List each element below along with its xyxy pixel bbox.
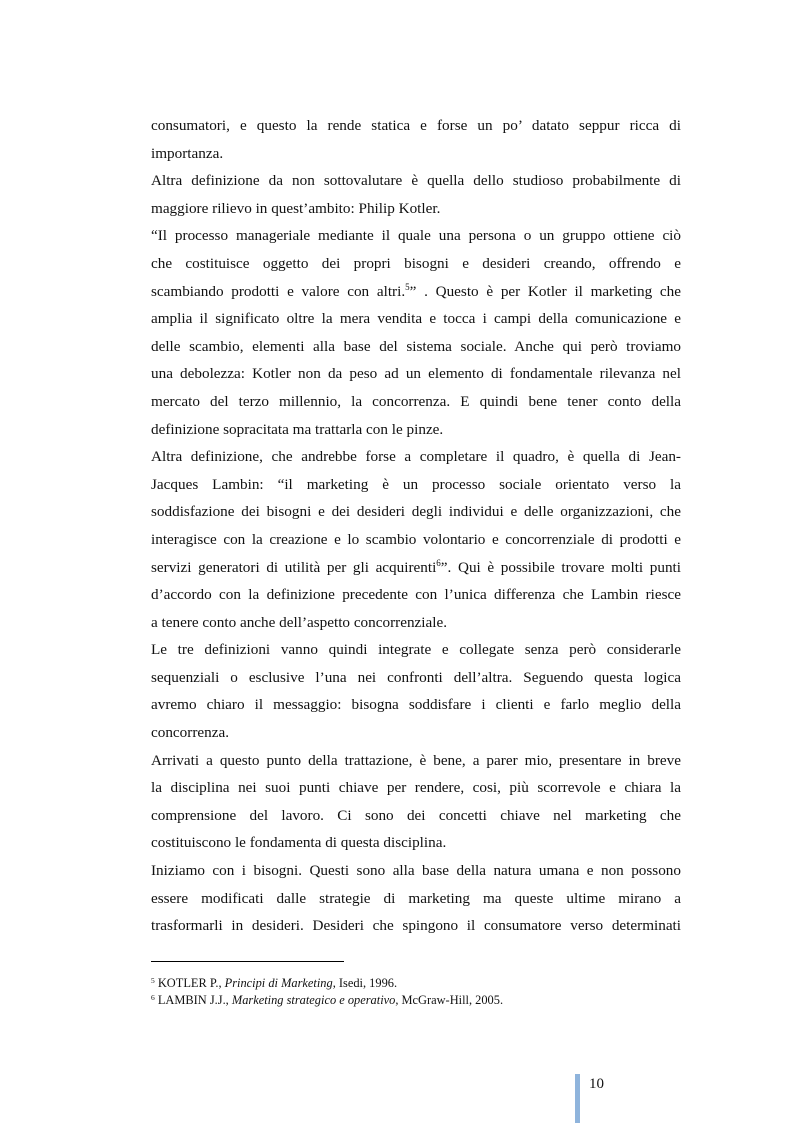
footnote [151,992,503,1009]
text-line: Le tre definizioni vanno quindi integrate e collegate senza però considerarle [151,641,681,659]
text-segment: scambiando prodotti e valore con altri. [151,282,406,300]
text-line: Jacques Lambin: “il marketing è un processo sociale orientato verso la [151,475,681,493]
text-line: la disciplina nei suoi punti chiave per rendere, cosi, più scorrevole e chiara la [151,779,681,797]
footnote-author: LAMBIN J.J., [157,992,232,1007]
footnote [151,975,503,992]
text-line: soddisfazione dei bisogni e dei desideri degli individui e delle organizzazioni, che [151,503,681,521]
text-line: amplia il significato oltre la mera vendita e tocca i campi della comunicazione e [151,310,681,328]
footnote-publisher: , Isedi, 1996. [332,976,398,990]
text-line: “Il processo manageriale mediante il quale una persona o un gruppo ottiene ciò [151,227,681,245]
footnote-author: KOTLER P., [157,976,225,990]
text-line: d’accordo con la definizione precedente con l’unica differenza che Lambin riesce [151,586,681,604]
text-line: mercato del terzo millennio, la concorrenza. E quindi bene tener conto della [151,392,681,410]
text-line [151,554,681,582]
body-text [151,112,681,940]
text-line: interagisce con la creazione e lo scambio volontario e concorrenziale di prodotti e [151,530,681,548]
text-line: concorrenza. [151,724,229,742]
text-line: avremo chiaro il messaggio: bisogna soddisfare i clienti e farlo meglio della [151,696,681,714]
text-segment: ”. Qui è possibile trovare molti punti [440,558,682,576]
footnote-reference: 5 [405,281,410,292]
text-segment: servizi generatori di utilità per gli acquirenti [151,558,437,576]
text-line: delle scambio, elementi alla base del sistema sociale. Anche qui però troviamo [151,337,681,355]
footnote-reference: 6 [436,557,441,568]
text-segment: ” . Questo è per Kotler il marketing che [409,282,681,300]
page-number: 10 [589,1076,604,1092]
footnote-title: Marketing strategico e operativo [231,992,396,1007]
text-line: comprensione del lavoro. Ci sono dei concetti chiave nel marketing che [151,806,681,824]
footnote-publisher: , McGraw-Hill, 2005. [395,992,504,1007]
text-line: consumatori, e questo la rende statica e forse un po’ datato seppur ricca di [151,117,681,134]
text-line: maggiore rilievo in quest’ambito: Philip Kotler. [151,199,441,217]
footnote-number: 5 [151,976,155,985]
footnote-title: Principi di Marketing [224,976,333,990]
text-line: importanza. [151,144,224,162]
footnote-divider [151,961,344,962]
text-line: definizione sopracitata ma trattarla con le pinze. [151,420,444,438]
text-line: a tenere conto anche dell’aspetto concorrenziale. [151,613,447,631]
text-line: una debolezza: Kotler non da peso ad un elemento di fondamentale rilevanza nel [151,365,681,383]
text-line: trasformarli in desideri. Desideri che spingono il consumatore verso determinati [151,917,681,935]
text-line: Altra definizione, che andrebbe forse a completare il quadro, è quella di Jean- [151,448,681,466]
text-line: Altra definizione da non sottovalutare è quella dello studioso probabilmente di [151,172,681,190]
text-line: costituiscono le fondamenta di questa disciplina. [151,834,447,852]
text-line: essere modificati dalle strategie di marketing ma queste ultime mirano a [151,889,681,907]
text-line: Arrivati a questo punto della trattazione, è bene, a parer mio, presentare in breve [151,751,681,769]
text-line: sequenziali o esclusive l’una nei confronti dell’altra. Seguendo questa logica [151,668,681,686]
text-line: che costituisce oggetto dei propri bisogni e desideri creando, offrendo e [151,254,681,272]
page-number-bar [575,1074,580,1123]
footnote-number: 6 [151,992,155,1002]
footnotes [151,975,503,1008]
text-line: Iniziamo con i bisogni. Questi sono alla base della natura umana e non possono [151,862,681,880]
text-line [151,278,681,306]
